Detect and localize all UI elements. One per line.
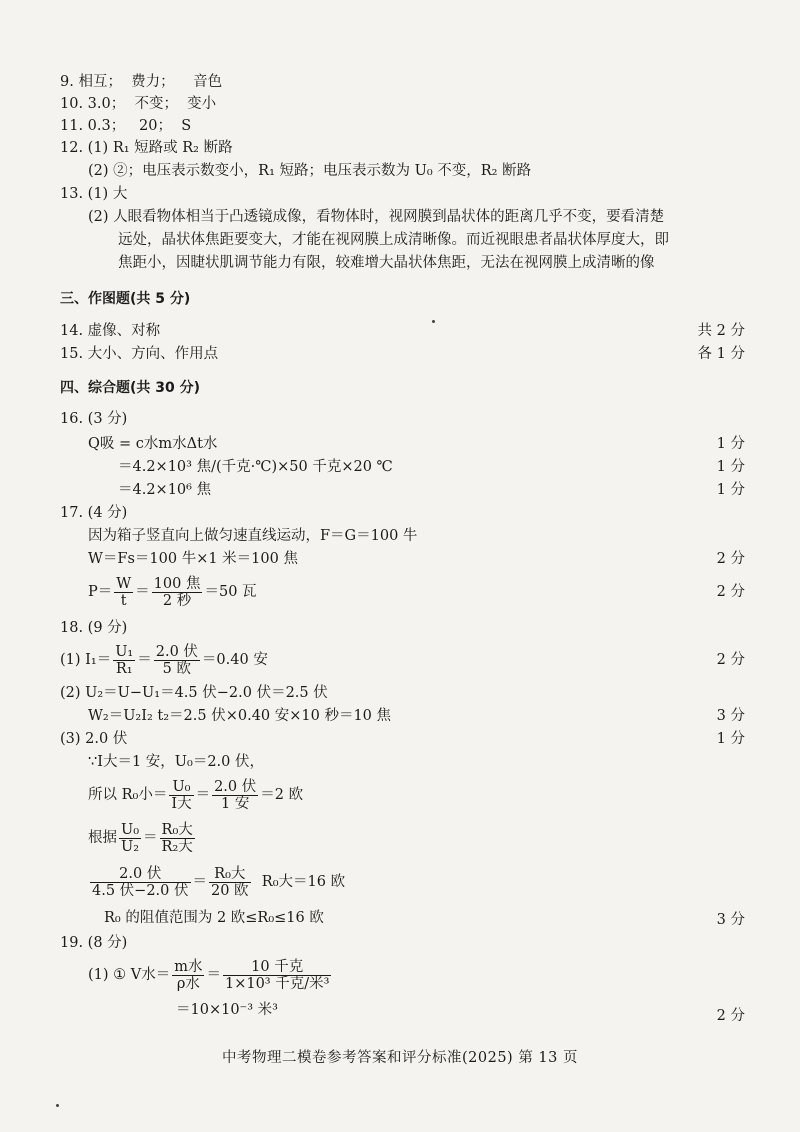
- answer-q17-line1: 因为箱子竖直向上做匀速直线运动，F＝G＝100 牛: [88, 528, 418, 544]
- answer-q11: 11. 0.3； 20； S: [60, 118, 192, 134]
- fraction: $\frac{\text{2.0 伏}}{\text{5 欧}}$: [155, 643, 198, 677]
- score-q18-range: 3 分: [716, 912, 745, 928]
- answer-q19-line1b: ＝10×10⁻³ 米³: [176, 1002, 278, 1018]
- answer-q13-2a: (2) 人眼看物体相当于凸透镜成像，看物体时，视网膜到晶状体的距离几乎不变，要看清楚: [88, 209, 665, 225]
- answer-q17: 17. (4 分): [60, 505, 128, 521]
- answer-q14: 14. 虚像、对称: [60, 323, 161, 339]
- answer-q18-line3a: ∵I大＝1 安，U₀＝2.0 伏，: [88, 754, 264, 770]
- answer-q18-line2a: (2) U₂＝U−U₁＝4.5 伏−2.0 伏＝2.5 伏: [60, 685, 328, 701]
- score-q16-line3: 1 分: [716, 482, 745, 498]
- answer-q12-2: (2) ②；电压表示数变小，R₁ 短路；电压表示数为 U₀ 不变，R₂ 断路: [88, 163, 532, 179]
- answer-q16: 16. (3 分): [60, 411, 128, 427]
- answer-q17-power-formula: P＝ $\frac{W}{t}$ ＝ $\frac{\text{100 焦}}{\text{2 秒}}$ ＝50 瓦: [88, 575, 257, 609]
- fraction: $\frac{W}{t}$: [116, 575, 132, 609]
- score-q19-line1: 2 分: [716, 1008, 745, 1024]
- fraction: $\frac{\text{10 千克}}{\text{1×10³ 千克/米³}}$: [224, 958, 330, 992]
- score-q18-line1: 2 分: [716, 652, 745, 668]
- fraction: $\frac{\text{R₀大}}{\text{R₂大}}$: [161, 821, 193, 855]
- answer-q18-r0-min-formula: 所以 R₀小＝ $\frac{\text{U₀}}{\text{I大}}$ ＝ $\frac{\text{2.0 伏}}{\text{1 安}}$ ＝2 欧: [88, 778, 304, 812]
- answer-q13-2b: 远处，晶状体焦距要变大，才能在视网膜上成清晰像。而近视眼患者晶状体厚度大，即: [118, 232, 669, 248]
- scan-speck: [56, 1104, 59, 1107]
- answer-q16-line2: ＝4.2×10³ 焦/(千克·℃)×50 千克×20 ℃: [118, 459, 393, 475]
- fraction: $\frac{\text{m水}}{\text{ρ水}}$: [174, 958, 203, 992]
- page-footer: 中考物理二模卷参考答案和评分标准(2025) 第 13 页: [222, 1050, 578, 1066]
- scan-speck: [432, 320, 435, 323]
- answer-q18: 18. (9 分): [60, 620, 128, 636]
- answer-q9: 9. 相互； 费力； 音色: [60, 74, 223, 90]
- section-4-heading: 四、综合题(共 30 分): [60, 380, 201, 396]
- answer-q18-current-formula: (1) I₁＝ $\frac{\text{U₁}}{\text{R₁}}$ ＝ $\frac{\text{2.0 伏}}{\text{5 欧}}$ ＝0.40 安: [60, 643, 268, 677]
- score-q17-line3: 2 分: [716, 584, 745, 600]
- score-q17-line2: 2 分: [716, 551, 745, 567]
- answer-q12-1: 12. (1) R₁ 短路或 R₂ 断路: [60, 140, 233, 156]
- fraction: $\frac{\text{U₀}}{\text{U₂}}$: [121, 821, 140, 855]
- fraction: $\frac{\text{2.0 伏}}{\text{4.5 伏−2.0 伏}}$: [92, 865, 189, 899]
- answer-q13-2c: 焦距小，因睫状肌调节能力有限，较难增大晶状体焦距，无法在视网膜上成清晰的像: [118, 255, 655, 271]
- fraction: $\frac{\text{2.0 伏}}{\text{1 安}}$: [214, 778, 257, 812]
- score-q16-line1: 1 分: [716, 436, 745, 452]
- answer-q18-line3: (3) 2.0 伏: [60, 731, 128, 747]
- fraction: $\frac{\text{100 焦}}{\text{2 秒}}$: [153, 575, 201, 609]
- answer-q18-line2b: W₂＝U₂I₂ t₂＝2.5 伏×0.40 安×10 秒＝10 焦: [88, 708, 392, 724]
- score-q16-line2: 1 分: [716, 459, 745, 475]
- score-q18-line3: 1 分: [716, 731, 745, 747]
- score-q14: 共 2 分: [697, 323, 745, 339]
- answer-q19: 19. (8 分): [60, 935, 128, 951]
- answer-q10: 10. 3.0； 不变； 变小: [60, 96, 217, 112]
- fraction: $\frac{\text{U₀}}{\text{I大}}$: [171, 778, 192, 812]
- answer-q16-line1: Q吸 = c水m水Δt水: [88, 436, 218, 452]
- fraction: $\frac{\text{R₀大}}{\text{20 欧}}$: [211, 865, 249, 899]
- answer-q19-volume-formula: (1) ① V水＝ $\frac{\text{m水}}{\text{ρ水}}$ ＝ $\frac{\text{10 千克}}{\text{1×10³ 千克/米³}}$: [88, 958, 330, 992]
- section-3-heading: 三、作图题(共 5 分): [60, 291, 191, 307]
- score-q15: 各 1 分: [697, 346, 745, 362]
- answer-q17-line2: W＝Fs＝100 牛×1 米＝100 焦: [88, 551, 298, 567]
- answer-q13-1: 13. (1) 大: [60, 186, 128, 202]
- answer-q18-range: R₀ 的阻值范围为 2 欧≤R₀≤16 欧: [104, 910, 324, 926]
- fraction: $\frac{\text{U₁}}{\text{R₁}}$: [115, 643, 134, 677]
- answer-q18-r0-max-formula: $\frac{\text{2.0 伏}}{\text{4.5 伏−2.0 伏}}$ ＝ $\frac{\text{R₀大}}{\text{20 欧}}$ R₀大＝16 欧: [92, 865, 346, 899]
- answer-q16-line3: ＝4.2×10⁶ 焦: [118, 482, 212, 498]
- answer-q15: 15. 大小、方向、作用点: [60, 346, 219, 362]
- answer-q18-ratio-formula: 根据 $\frac{\text{U₀}}{\text{U₂}}$ ＝ $\frac{\text{R₀大}}{\text{R₂大}}$: [88, 821, 193, 855]
- score-q18-line2: 3 分: [716, 708, 745, 724]
